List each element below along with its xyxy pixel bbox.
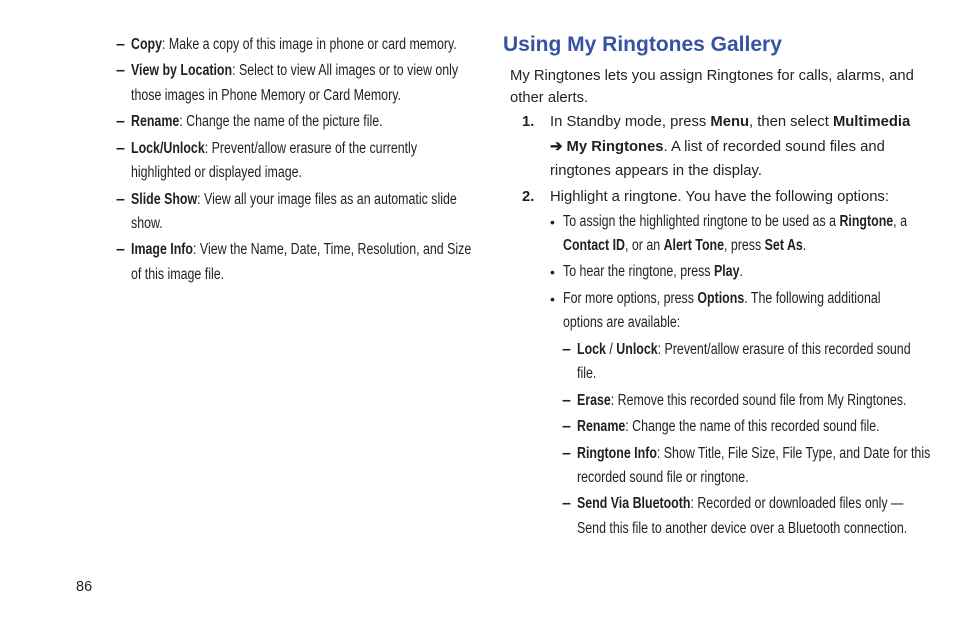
list-item-continuation: Send this file to another device over a Bluetooth connection.	[577, 520, 908, 537]
list-item-desc: : Change the name of the picture file.	[179, 113, 383, 130]
bullet-icon: •	[550, 264, 555, 280]
arrow-icon: ➔	[550, 139, 563, 155]
bullet-icon: •	[550, 214, 555, 230]
sub-item-lock-unlock: Lock / Unlock: Prevent/allow erasure of this recorded sound	[577, 341, 911, 358]
step-2-text: Highlight a ringtone. You have the following options:	[550, 189, 889, 205]
bullet-1-line-1: To assign the highlighted ringtone to be used as a Ringtone, a	[563, 213, 907, 230]
list-item-continuation: of this image file.	[131, 266, 225, 283]
page-number: 86	[76, 579, 93, 595]
section-heading: Using My Ringtones Gallery	[503, 33, 782, 56]
list-item-desc: : Prevent/allow erasure of the currently	[204, 140, 418, 157]
list-dash: –	[562, 392, 571, 409]
step-number: 2.	[522, 189, 535, 205]
bullet-3-line-1: For more options, press Options. The following additional	[563, 290, 881, 307]
list-item-term: Image Info	[131, 241, 194, 258]
bullet-3-line-2: options are available:	[563, 314, 681, 331]
list-dash: –	[562, 418, 571, 435]
list-item-continuation: recorded sound file or ringtone.	[577, 469, 749, 486]
bullet-icon: •	[550, 291, 555, 307]
sub-item-ringtone-info: Ringtone Info: Show Title, File Size, File Type, and Date for this	[577, 445, 931, 462]
list-item-term: Slide Show	[131, 191, 198, 208]
list-item-image-info	[131, 241, 556, 259]
list-item-rename	[131, 113, 446, 131]
list-item-continuation: those images in Phone Memory or Card Memory.	[131, 87, 401, 104]
list-dash: –	[116, 241, 125, 258]
sub-item-erase: Erase: Remove this recorded sound file from My Ringtones.	[577, 392, 907, 409]
list-item-continuation: file.	[577, 365, 597, 382]
bullet-1-line-2: Contact ID, or an Alert Tone, press Set As.	[563, 237, 807, 254]
sub-item-rename: Rename: Change the name of this recorded sound file.	[577, 418, 880, 435]
list-dash: –	[116, 191, 125, 208]
step-1-line-3: ringtones appears in the display.	[550, 163, 762, 179]
list-item-slide-show	[131, 191, 538, 209]
list-item-copy	[131, 36, 538, 54]
list-dash: –	[562, 445, 571, 462]
list-item-desc: : Select to view All images or to view only	[232, 62, 459, 79]
list-dash: –	[116, 140, 125, 157]
sub-item-send-via-bluetooth: Send Via Bluetooth: Recorded or downloaded files only —	[577, 495, 904, 512]
list-item-term: Lock/Unlock	[131, 140, 205, 157]
list-dash: –	[116, 113, 125, 130]
list-dash: –	[116, 36, 125, 53]
list-item-lock-unlock	[131, 140, 489, 158]
step-1-line-2: ➔ My Ringtones. A list of recorded sound files and	[550, 139, 885, 155]
step-number: 1.	[522, 114, 535, 130]
list-dash: –	[116, 62, 125, 79]
step-1-line-1: In Standby mode, press Menu, then select Multimedia	[550, 114, 911, 130]
list-item-desc: : View all your image files as an automatic slide	[197, 191, 457, 208]
list-item-term: Rename	[131, 113, 180, 130]
list-item-term: View by Location	[131, 62, 233, 79]
bullet-2-line-1: To hear the ringtone, press Play.	[563, 263, 743, 280]
intro-line-2: other alerts.	[510, 90, 589, 106]
list-item-continuation: show.	[131, 215, 163, 232]
list-item-desc: : View the Name, Date, Time, Resolution, and Size	[193, 241, 472, 258]
list-item-continuation: highlighted or displayed image.	[131, 164, 302, 181]
intro-line-1: My Ringtones lets you assign Ringtones for calls, alarms, and	[510, 68, 914, 84]
list-dash: –	[562, 495, 571, 512]
list-item-term: Copy	[131, 36, 162, 53]
list-dash: –	[562, 341, 571, 358]
list-item-view-by-location	[131, 62, 540, 80]
list-item-desc: : Make a copy of this image in phone or card memory.	[162, 36, 457, 53]
